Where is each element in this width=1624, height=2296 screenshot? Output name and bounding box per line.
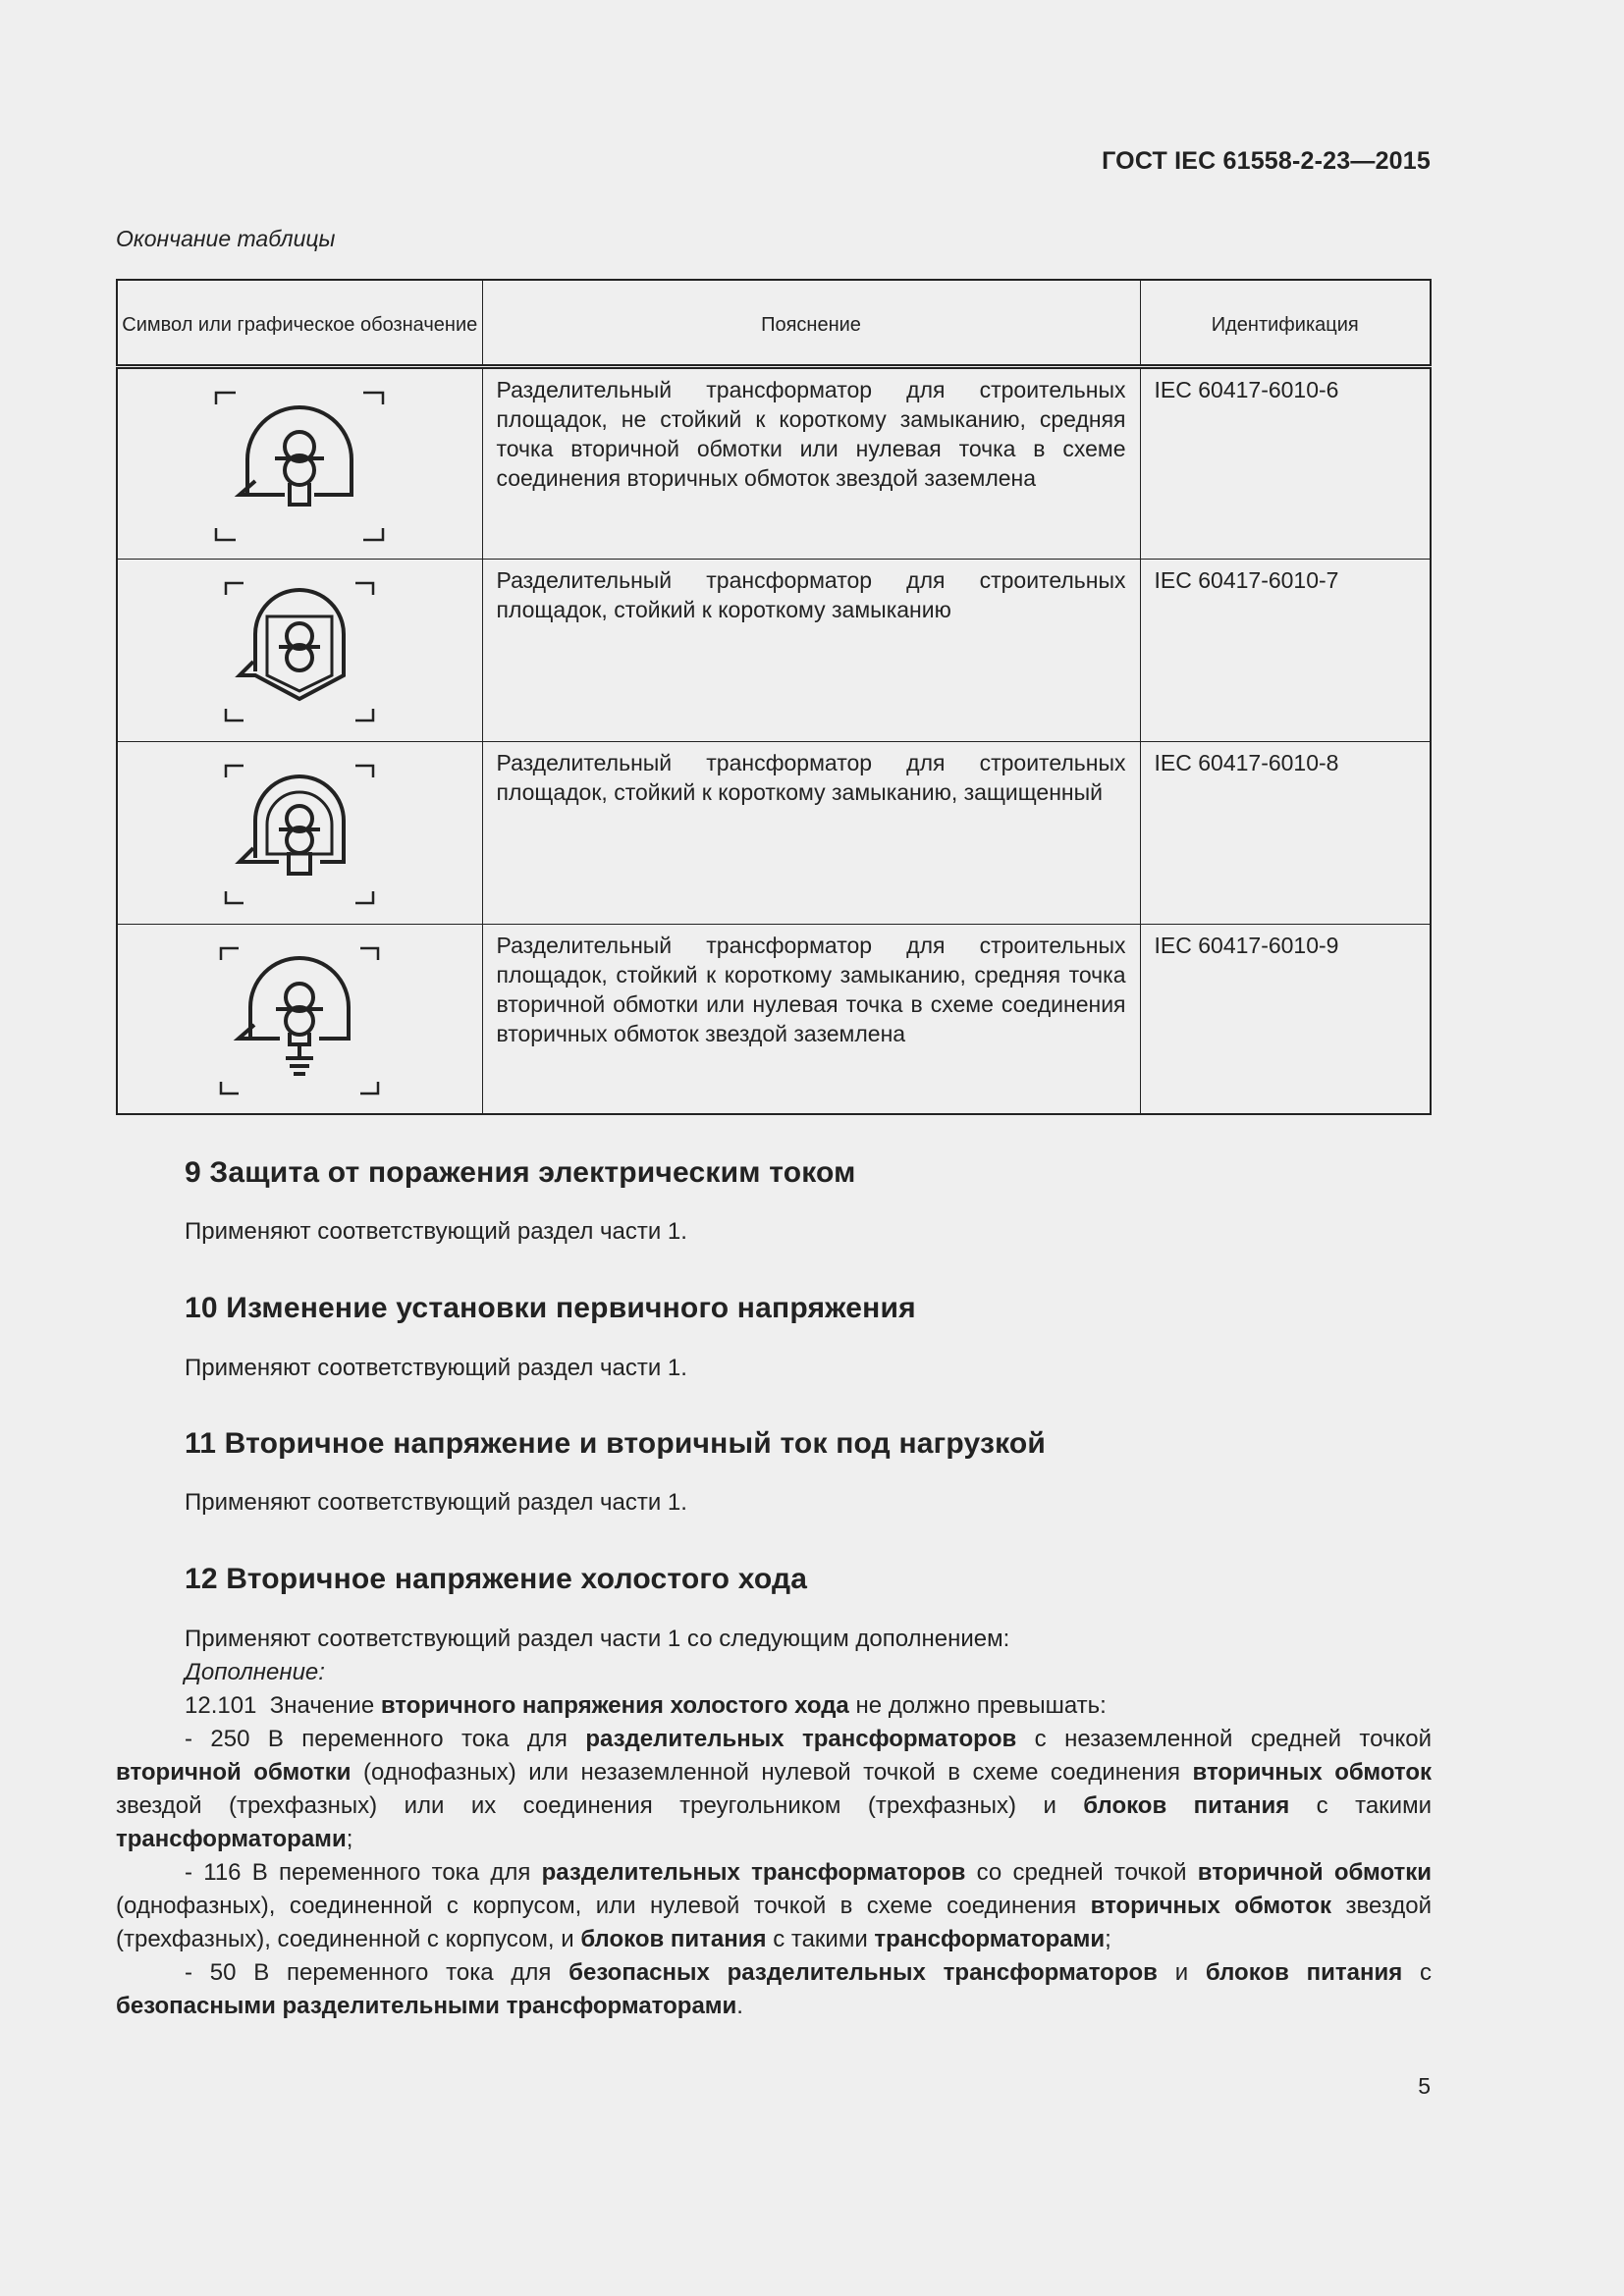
table-row bbox=[117, 366, 1431, 559]
table-header-row bbox=[117, 280, 1431, 366]
list-item bbox=[116, 1723, 1432, 1856]
item-term: вторичных обмоток bbox=[1192, 1759, 1433, 1786]
identification-cell: IEC 60417-6010-8 bbox=[1140, 741, 1431, 924]
item-term: вторичной обмотки bbox=[116, 1759, 352, 1786]
section-12-body bbox=[116, 1623, 1432, 2023]
symbol-cell bbox=[117, 924, 482, 1114]
item-text: и bbox=[1174, 1959, 1189, 1986]
table-row bbox=[117, 559, 1431, 741]
item-term: блоков питания bbox=[1205, 1959, 1403, 1986]
item-text: ; bbox=[346, 1826, 353, 1852]
document-code: ГОСТ IEC 61558-2-23—2015 bbox=[1102, 147, 1431, 175]
description-cell: Разделительный трансформатор для строительных площадок, не стойкий к короткому замыканию, средняя точка вторичной обмотки или нулевая точка в схеме соединения вторичных обмоток звездой заземлена bbox=[482, 366, 1140, 559]
column-header-symbol: Символ или графическое обозначение bbox=[117, 280, 482, 366]
table-row bbox=[117, 924, 1431, 1114]
item-term: трансформаторами bbox=[874, 1926, 1106, 1952]
item-term: блоков питания bbox=[580, 1926, 767, 1952]
item-text: (однофазных) или незаземленной нулевой точкой в схеме соединения bbox=[362, 1759, 1181, 1786]
identification-cell: IEC 60417-6010-6 bbox=[1140, 366, 1431, 559]
table-caption: Окончание таблицы bbox=[116, 226, 336, 251]
table-row bbox=[117, 741, 1431, 924]
transformer-protected-symbol-icon bbox=[216, 756, 383, 913]
clause-number: 12.101 bbox=[185, 1692, 257, 1719]
item-text: звездой (трехфазных), соединенной с корпусом, и bbox=[116, 1893, 1432, 1952]
item-text: - 50 В переменного тока для bbox=[185, 1959, 552, 1986]
list-item bbox=[116, 1956, 1432, 2023]
item-text: с bbox=[1419, 1959, 1432, 1986]
item-term: безопасных разделительных трансформаторов bbox=[568, 1959, 1158, 1986]
clause-text: не должно превышать: bbox=[855, 1692, 1107, 1719]
clause-term: вторичного напряжения холостого хода bbox=[380, 1692, 849, 1719]
item-term: разделительных трансформаторов bbox=[541, 1859, 966, 1886]
column-header-identification: Идентификация bbox=[1140, 280, 1431, 366]
symbol-cell bbox=[117, 366, 482, 559]
transformer-earthed-symbol-icon bbox=[211, 938, 388, 1103]
section-10-heading: 10 Изменение установки первичного напряжения bbox=[185, 1292, 916, 1324]
section-9-heading: 9 Защита от поражения электрическим током bbox=[185, 1156, 856, 1189]
transformer-grounded-midpoint-symbol-icon bbox=[206, 383, 393, 550]
description-cell: Разделительный трансформатор для строительных площадок, стойкий к короткому замыканию, защищенный bbox=[482, 741, 1140, 924]
item-text: с такими bbox=[1316, 1792, 1432, 1819]
section-12-text: Применяют соответствующий раздел части 1 со следующим дополнением: bbox=[185, 1626, 1010, 1652]
item-text: с такими bbox=[773, 1926, 868, 1952]
item-text: с незаземленной средней точкой bbox=[1034, 1726, 1433, 1752]
page-number: 5 bbox=[1418, 2073, 1431, 2099]
item-term: трансформаторами bbox=[116, 1826, 347, 1852]
item-term: разделительных трансформаторов bbox=[585, 1726, 1017, 1752]
item-text: . bbox=[736, 1993, 743, 2019]
item-term: вторичных обмоток bbox=[1090, 1893, 1332, 1919]
item-term: безопасными разделительными трансформаторами bbox=[116, 1993, 737, 2019]
item-text: (однофазных), соединенной с корпусом, или нулевой точкой в схеме соединения bbox=[116, 1893, 1077, 1919]
symbol-cell bbox=[117, 741, 482, 924]
item-text: звездой (трехфазных) или их соединения треугольником (трехфазных) и bbox=[116, 1792, 1056, 1819]
identification-cell: IEC 60417-6010-7 bbox=[1140, 559, 1431, 741]
section-12-heading: 12 Вторичное напряжение холостого хода bbox=[185, 1563, 808, 1595]
section-11-heading: 11 Вторичное напряжение и вторичный ток под нагрузкой bbox=[185, 1427, 1047, 1460]
item-text: ; bbox=[1105, 1926, 1111, 1952]
addition-label: Дополнение: bbox=[185, 1659, 325, 1685]
section-10-text: Применяют соответствующий раздел части 1. bbox=[185, 1355, 687, 1381]
column-header-description: Пояснение bbox=[482, 280, 1140, 366]
transformer-short-circuit-proof-symbol-icon bbox=[216, 573, 383, 730]
clause-text: Значение bbox=[269, 1692, 375, 1719]
item-term: блоков питания bbox=[1083, 1792, 1290, 1819]
item-text: со средней точкой bbox=[976, 1859, 1187, 1886]
section-9-text: Применяют соответствующий раздел части 1. bbox=[185, 1218, 687, 1245]
clause-12-101 bbox=[116, 1689, 1432, 1723]
list-item bbox=[116, 1856, 1432, 1956]
symbol-cell bbox=[117, 559, 482, 741]
section-11-text: Применяют соответствующий раздел части 1. bbox=[185, 1489, 687, 1516]
item-text: - 116 В переменного тока для bbox=[185, 1859, 531, 1886]
symbols-table bbox=[116, 279, 1432, 1115]
identification-cell: IEC 60417-6010-9 bbox=[1140, 924, 1431, 1114]
item-term: вторичной обмотки bbox=[1197, 1859, 1433, 1886]
description-cell: Разделительный трансформатор для строительных площадок, стойкий к короткому замыканию, средняя точка вторичной обмотки или нулевая точка в схеме соединения вторичных обмоток звездой заземлена bbox=[482, 924, 1140, 1114]
description-cell: Разделительный трансформатор для строительных площадок, стойкий к короткому замыканию bbox=[482, 559, 1140, 741]
item-text: - 250 В переменного тока для bbox=[185, 1726, 568, 1752]
